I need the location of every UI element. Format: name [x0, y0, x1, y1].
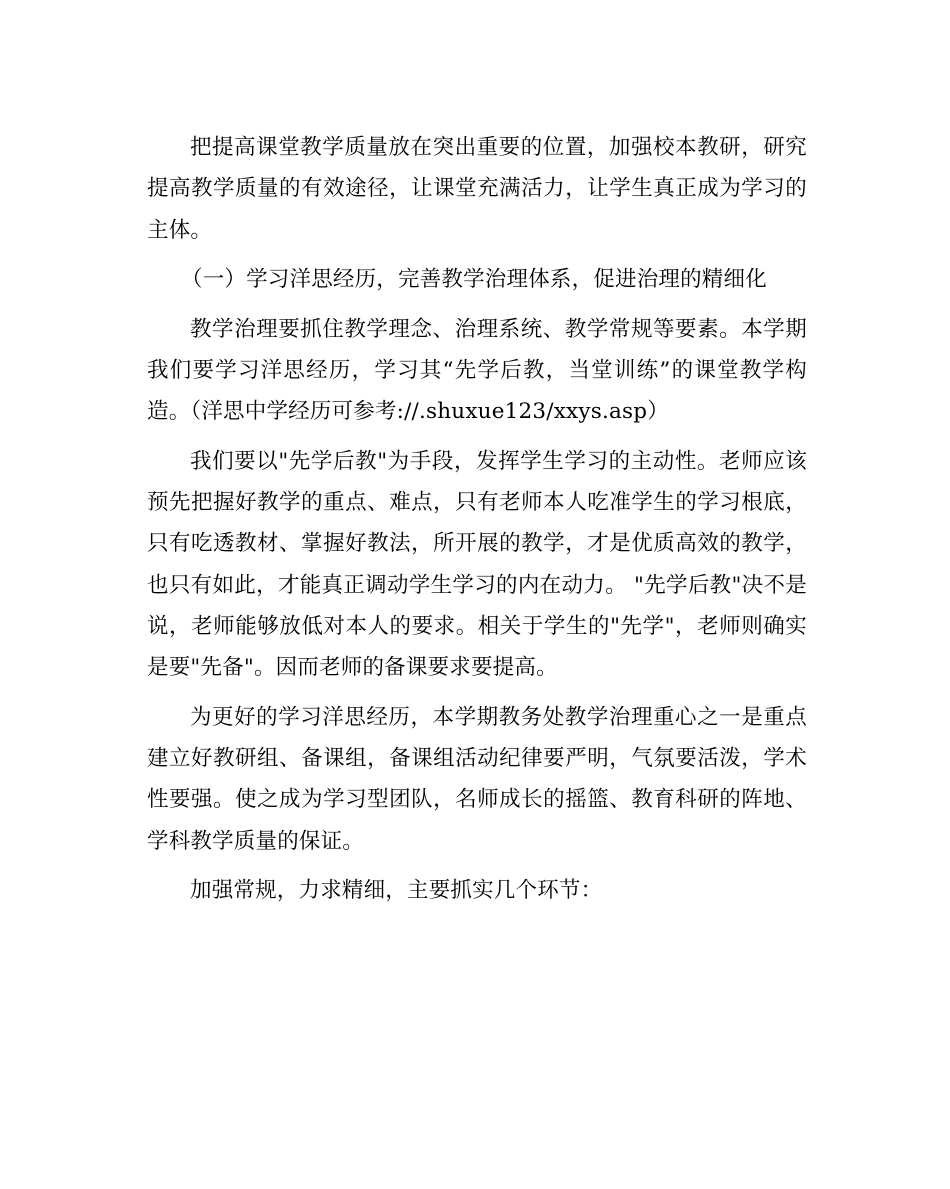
- paragraph-teaching-management: 教学治理要抓住教学理念、治理系统、教学常规等要素。本学期我们要学习洋思经历，学习其“先学后教，当堂训练”的课堂教学构造。（洋思中学经历可参考://.shuxue123/xxys.asp）: [147, 316, 807, 425]
- section-heading-yangsi: （一）学习洋思经历，完善教学治理体系，促进治理的精细化: [181, 267, 767, 293]
- paragraph-teaching-groups: 为更好的学习洋思经历，本学期教务处教学治理重心之一是重点建立好教研组、备课组，备课组活动纪律要严明，气氛要活泼，学术性要强。使之成为学习型团队，名师成长的摇篮、教育科研的阵地、学科教学质量的保证。: [147, 704, 807, 854]
- paragraph-strengthen-routine: 加强常规，力求精细，主要抓实几个环节：: [190, 877, 603, 903]
- document-body: [147, 127, 807, 919]
- paragraph-learn-first-teach-later: 我们要以"先学后教"为手段，发挥学生学习的主动性。老师应该预先把握好教学的重点、难点，只有老师本人吃准学生的学习根底，只有吃透教材、掌握好教法，所开展的教学，才是优质高效的教学，也只有如此，才能真正调动学生学习的内在动力。 "先学后教"决不是说，老师能够放低对本人的要求。相关于学生的"先学"，老师则确实是要"先备"。因而老师的备课要求要提高。: [147, 448, 807, 681]
- paragraph-teaching-quality: 把提高课堂教学质量放在突出重要的位置，加强校本教研，研究提高教学质量的有效途径，让课堂充满活力，让学生真正成为学习的主体。: [147, 135, 807, 243]
